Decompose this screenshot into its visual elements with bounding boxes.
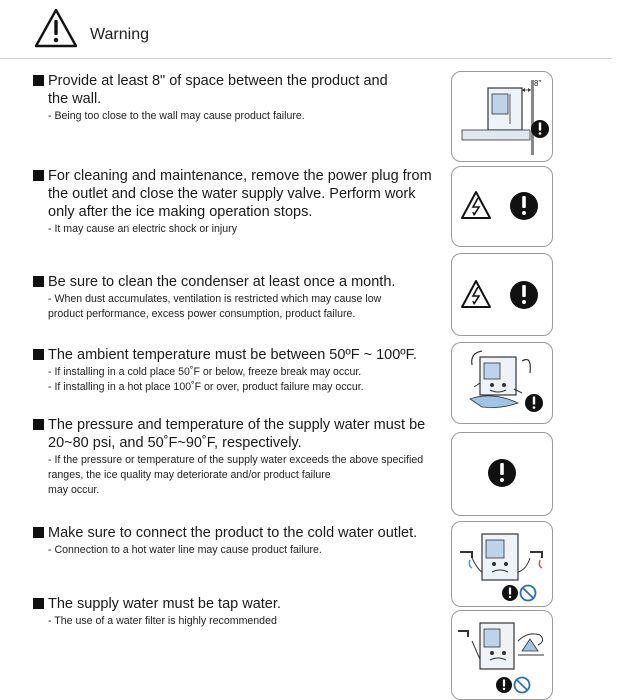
clearance-label: 8" [534, 79, 542, 88]
warning-item-ambient-temperature [33, 346, 448, 395]
item-main-text: Be sure to clean the condenser at least once a month. [48, 274, 396, 290]
warning-item-clearance [33, 72, 448, 124]
exclamation-icon [525, 394, 543, 412]
ice-machine-icon [488, 88, 522, 130]
electric-shock-icon [462, 192, 490, 218]
bullet-square [33, 75, 44, 86]
bullet-square [33, 527, 44, 538]
figure-cold-water-outlet [451, 521, 553, 607]
item-main-text: Provide at least 8" of space between the product and the wall. [48, 73, 388, 107]
figure-tap-water [451, 610, 553, 700]
item-main-text: The ambient temperature must be between 50ºF ~ 100ºF. [48, 347, 417, 363]
warning-item-cold-water-outlet [33, 524, 448, 558]
item-main-text: The supply water must be tap water. [48, 596, 281, 612]
ice-machine-icon [480, 623, 514, 669]
bullet-square [33, 419, 44, 430]
mountain-water-icon [518, 634, 544, 655]
warning-header [34, 8, 149, 48]
prohibited-icon [521, 586, 536, 601]
warning-triangle-icon [34, 8, 78, 48]
figure-clearance [451, 71, 553, 162]
item-main-text: For cleaning and maintenance, remove the power plug from the outlet and close the water supply valve. Perform work only after the ice making operation stops. [48, 168, 432, 220]
item-sub-text: - If the pressure or temperature of the supply water exceeds the above specified ranges, the ice quality may deteriorate and/or product failure may occur. [48, 454, 424, 496]
exclamation-icon [510, 281, 538, 309]
prohibited-icon [515, 678, 530, 693]
item-main-text: The pressure and temperature of the supply water must be 20~80 psi, and 50˚F~90˚F, respectively. [48, 417, 426, 451]
item-sub-text: - If installing in a cold place 50˚F or below, freeze break may occur. - If installing in a hot place 100˚F or over, product failure may occur. [48, 366, 364, 393]
bullet-square [33, 349, 44, 360]
item-sub-text: - Connection to a hot water line may cause product failure. [48, 544, 322, 556]
figure-electric-shock [451, 166, 553, 247]
figure-electric-shock [451, 253, 553, 336]
bullet-square [33, 170, 44, 181]
warning-title: Warning [90, 26, 149, 43]
item-sub-text: - The use of a water filter is highly recommended [48, 615, 277, 627]
header-divider [0, 58, 612, 59]
exclamation-icon [510, 192, 538, 220]
warning-item-maintenance [33, 167, 448, 237]
item-sub-text: - Being too close to the wall may cause product failure. [48, 110, 305, 122]
item-sub-text: - When dust accumulates, ventilation is restricted which may cause low product performance, excess power consumption, product failure. [48, 293, 382, 320]
warning-item-supply-water-pressure [33, 416, 448, 498]
ice-machine-icon [482, 534, 518, 580]
item-main-text: Make sure to connect the product to the cold water outlet. [48, 525, 418, 541]
bullet-square [33, 276, 44, 287]
exclamation-icon [496, 677, 512, 693]
ice-machine-icon [480, 357, 516, 395]
exclamation-icon [502, 585, 518, 601]
exclamation-icon [488, 459, 516, 487]
warning-item-tap-water [33, 595, 448, 629]
bullet-square [33, 598, 44, 609]
electric-shock-icon [462, 281, 490, 307]
figure-exclamation [451, 432, 553, 516]
warning-item-condenser [33, 273, 448, 322]
figure-ambient-temperature [451, 342, 553, 424]
item-sub-text: - It may cause an electric shock or injury [48, 223, 237, 235]
faucet-icon [458, 631, 468, 637]
